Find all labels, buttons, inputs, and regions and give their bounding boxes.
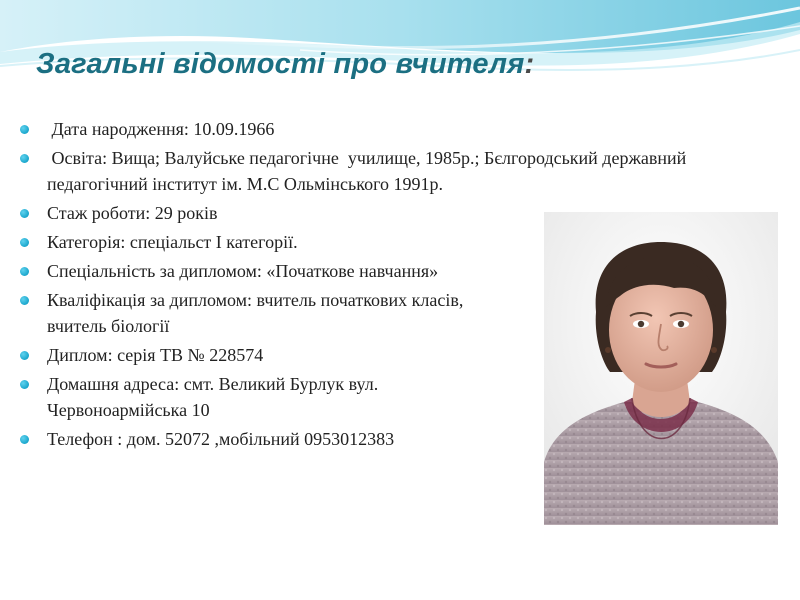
title-colon: :: [524, 48, 535, 80]
teacher-portrait-image: [544, 212, 778, 525]
bullet-dot-icon: [20, 238, 29, 247]
list-item-address: [20, 371, 517, 423]
bullet-dot-icon: [20, 267, 29, 276]
list-item-text: Домашня адреса: смт. Великий Бурлук вул. Червоноармійська 10: [47, 374, 383, 420]
bullet-dot-icon: [20, 435, 29, 444]
bullet-dot-icon: [20, 351, 29, 360]
bullet-dot-icon: [20, 125, 29, 134]
title-text: Загальні відомості про вчителя: [36, 48, 525, 80]
bullet-dot-icon: [20, 209, 29, 218]
list-item-text: Телефон : дом. 52072 ,мобільний 0953012383: [47, 429, 395, 449]
list-item-text: Освіта: Вища; Валуйське педагогічне училище, 1985р.; Бєлгородський державний педагогічний інститут ім. М.С Ольмінського 1991р.: [47, 148, 691, 194]
bullet-dot-icon: [20, 380, 29, 389]
bullet-dot-icon: [20, 154, 29, 163]
list-item-text: Кваліфікація за дипломом: вчитель початкових класів, вчитель біології: [47, 290, 468, 336]
list-item-text: Диплом: серія ТВ № 228574: [47, 345, 264, 365]
bullet-dot-icon: [20, 296, 29, 305]
list-item-qualification: [20, 287, 517, 339]
list-item-birth-date: [20, 116, 740, 142]
list-item-text: Категорія: спеціальст І категорії.: [47, 232, 298, 252]
list-item-education: [20, 145, 740, 197]
teacher-photo: [544, 212, 778, 525]
list-item-text: Стаж роботи: 29 років: [47, 203, 218, 223]
list-item-text: Спеціальність за дипломом: «Початкове навчання»: [47, 261, 439, 281]
slide-title: [36, 48, 534, 81]
list-item-text: Дата народження: 10.09.1966: [47, 119, 275, 139]
